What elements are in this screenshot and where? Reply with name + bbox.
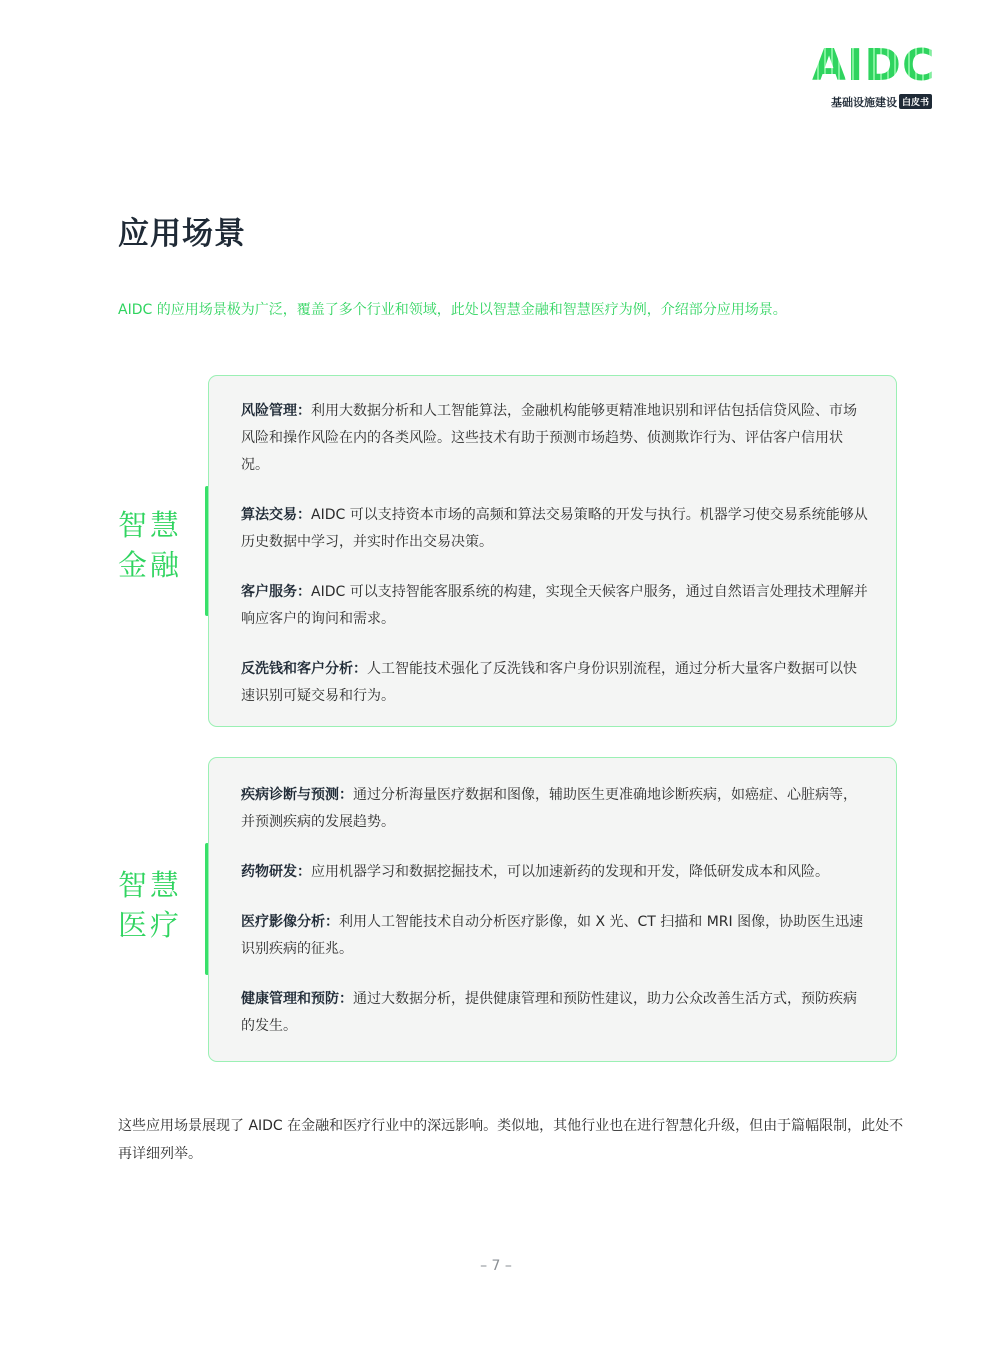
- list-item: 医疗影像分析：利用人工智能技术自动分析医疗影像，如 X 光、CT 扫描和 MRI 图像，协助医生迅速识别疾病的征兆。: [241, 914, 864, 957]
- item-term: 风险管理: [241, 403, 297, 419]
- section-label-line: 智慧: [118, 868, 183, 902]
- healthcare-card: [208, 757, 897, 1062]
- brand-logo: [812, 40, 936, 114]
- page-number: – 7 –: [480, 1258, 512, 1274]
- section-label-finance: [118, 505, 194, 585]
- list-item: 健康管理和预防：通过大数据分析，提供健康管理和预防性建议，助力公众改善生活方式，预防疾病的发生。: [241, 991, 857, 1034]
- finance-card: [208, 375, 897, 727]
- item-text: 利用大数据分析和人工智能算法，金融机构能够更精准地识别和评估包括信贷风险、市场风险和操作风险在内的各类风险。这些技术有助于预测市场趋势、侦测欺诈行为、评估客户信用状况。: [241, 403, 857, 473]
- item-term: 药物研发: [241, 864, 297, 880]
- item-text: AIDC 可以支持资本市场的高频和算法交易策略的开发与执行。机器学习使交易系统能够从历史数据中学习，并实时作出交易决策。: [241, 507, 868, 550]
- list-item: 药物研发：应用机器学习和数据挖掘技术，可以加速新药的发现和开发，降低研发成本和风险。: [241, 864, 829, 880]
- item-term: 算法交易: [241, 507, 297, 523]
- item-term: 疾病诊断与预测: [241, 787, 339, 803]
- item-term: 医疗影像分析: [241, 914, 325, 930]
- item-text: 通过大数据分析，提供健康管理和预防性建议，助力公众改善生活方式，预防疾病的发生。: [241, 991, 857, 1034]
- list-item: 疾病诊断与预测：通过分析海量医疗数据和图像，辅助医生更准确地诊断疾病，如癌症、心脏病等，并预测疾病的发展趋势。: [241, 787, 857, 830]
- page-title: 应用场景: [118, 216, 246, 252]
- item-term: 客户服务: [241, 584, 297, 600]
- section-label-line: 金融: [118, 548, 183, 582]
- logo-subtitle-text: 基础设施建设: [830, 95, 897, 109]
- intro-text: AIDC 的应用场景极为广泛，覆盖了多个行业和领域，此处以智慧金融和智慧医疗为例，介绍部分应用场景。: [118, 302, 787, 318]
- item-text: 应用机器学习和数据挖掘技术，可以加速新药的发现和开发，降低研发成本和风险。: [311, 864, 829, 880]
- item-text: 利用人工智能技术自动分析医疗影像，如 X 光、CT 扫描和 MRI 图像，协助医生迅速识别疾病的征兆。: [241, 914, 864, 957]
- item-term: 反洗钱和客户分析: [241, 661, 353, 677]
- item-text: AIDC 可以支持智能客服系统的构建，实现全天候客户服务，通过自然语言处理技术理解并响应客户的询问和需求。: [241, 584, 868, 627]
- logo-subtitle: [831, 94, 932, 109]
- list-item: 客户服务：AIDC 可以支持智能客服系统的构建，实现全天候客户服务，通过自然语言处理技术理解并响应客户的询问和需求。: [241, 584, 868, 627]
- closing-paragraph: 这些应用场景展现了 AIDC 在金融和医疗行业中的深远影响。类似地，其他行业也在进行智慧化升级，但由于篇幅限制，此处不再详细列举。: [118, 1118, 904, 1162]
- list-item: 反洗钱和客户分析：人工智能技术强化了反洗钱和客户身份识别流程，通过分析大量客户数据可以快速识别可疑交易和行为。: [241, 661, 857, 704]
- item-text: 人工智能技术强化了反洗钱和客户身份识别流程，通过分析大量客户数据可以快速识别可疑交易和行为。: [241, 661, 857, 704]
- list-item: 风险管理：利用大数据分析和人工智能算法，金融机构能够更精准地识别和评估包括信贷风险、市场风险和操作风险在内的各类风险。这些技术有助于预测市场趋势、侦测欺诈行为、评估客户信用状况。: [241, 403, 857, 473]
- item-text: 通过分析海量医疗数据和图像，辅助医生更准确地诊断疾病，如癌症、心脏病等，并预测疾病的发展趋势。: [241, 787, 857, 830]
- item-term: 健康管理和预防: [241, 991, 339, 1007]
- section-label-healthcare: [118, 865, 194, 945]
- section-label-line: 智慧: [118, 508, 183, 542]
- list-item: 算法交易：AIDC 可以支持资本市场的高频和算法交易策略的开发与执行。机器学习使交易系统能够从历史数据中学习，并实时作出交易决策。: [241, 507, 868, 550]
- logo-mark: AIDC: [812, 40, 936, 91]
- section-label-line: 医疗: [118, 908, 183, 942]
- logo-badge: 白皮书: [899, 94, 932, 109]
